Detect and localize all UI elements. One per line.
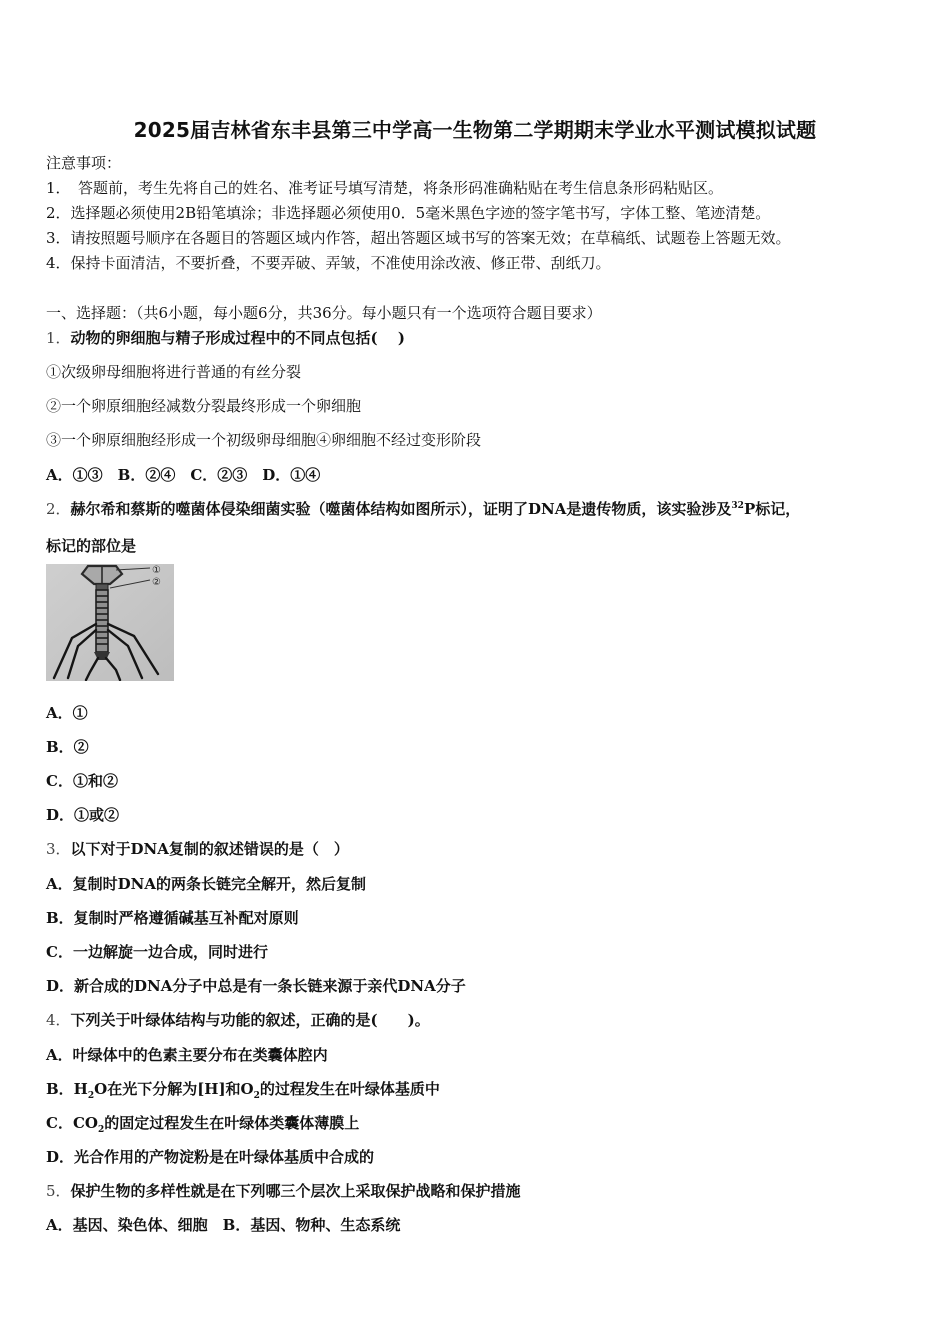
option-text: O在光下分解为[H]和O xyxy=(94,1080,254,1098)
option-text: C．CO xyxy=(46,1114,98,1132)
q3-option-b: B．复制时严格遵循碱基互补配对原则 xyxy=(46,909,299,927)
q1-statement-1: ①次级卵母细胞将进行普通的有丝分裂 xyxy=(46,363,302,381)
question-stem-part1: 赫尔希和蔡斯的噬菌体侵染细菌实验（噬菌体结构如图所示），证明了DNA是遗传物质，该实验涉及 xyxy=(70,500,732,518)
question-2 xyxy=(46,498,800,519)
question-2-continued: 标记的部位是 xyxy=(46,537,137,555)
subscript: 2 xyxy=(253,1091,260,1101)
q2-option-c: C．①和② xyxy=(46,772,118,790)
figure-label-2: ② xyxy=(152,577,161,588)
exam-title: 2025届吉林省东丰县第三中学高一生物第二学期期末学业水平测试模拟试题 xyxy=(133,118,817,142)
notice-item-2: 2．选择题必须使用2B铅笔填涂；非选择题必须使用0．5毫米黑色字迹的签字笔书写，字体工整、笔迹清楚。 xyxy=(46,204,771,222)
q2-option-d: D．①或② xyxy=(46,806,120,824)
section-heading: 一、选择题：（共6小题，每小题6分，共36分。每小题只有一个选项符合题目要求） xyxy=(46,304,602,322)
question-1 xyxy=(46,327,405,348)
q1-statement-3: ③一个卵原细胞经形成一个初级卵母细胞④卵细胞不经过变形阶段 xyxy=(46,431,482,449)
question-stem: 以下对于DNA复制的叙述错误的是（ ） xyxy=(70,840,349,858)
q1-statement-2: ②一个卵原细胞经减数分裂最终形成一个卵细胞 xyxy=(46,397,362,415)
question-4 xyxy=(46,1009,430,1030)
q4-option-d: D．光合作用的产物淀粉是在叶绿体基质中合成的 xyxy=(46,1148,375,1166)
q4-option-a: A．叶绿体中的色素主要分布在类囊体腔内 xyxy=(46,1046,328,1064)
option-text: B．H xyxy=(46,1080,88,1098)
notice-item-3: 3．请按照题号顺序在各题目的答题区域内作答，超出答题区域书写的答案无效；在草稿纸、试题卷上答题无效。 xyxy=(46,229,791,247)
q3-option-c: C．一边解旋一边合成，同时进行 xyxy=(46,943,268,961)
question-stem: 下列关于叶绿体结构与功能的叙述，正确的是( )。 xyxy=(70,1011,430,1029)
notice-heading: 注意事项： xyxy=(46,154,122,172)
question-stem: 动物的卵细胞与精子形成过程中的不同点包括( ) xyxy=(70,329,405,347)
q3-option-d: D．新合成的DNA分子中总是有一条长链来源于亲代DNA分子 xyxy=(46,977,466,995)
question-number: 5． xyxy=(46,1182,71,1200)
question-stem: 保护生物的多样性就是在下列哪三个层次上采取保护战略和保护措施 xyxy=(70,1182,521,1200)
question-number: 2． xyxy=(46,500,71,518)
question-5 xyxy=(46,1180,521,1201)
q1-options: A．①③ B．②④ C．②③ D．①④ xyxy=(46,466,321,484)
phage-structure-figure xyxy=(46,564,174,681)
question-number: 4． xyxy=(46,1011,71,1029)
question-3 xyxy=(46,838,349,859)
subscript: 2 xyxy=(97,1125,105,1135)
question-number: 3． xyxy=(46,840,71,858)
subscript: 2 xyxy=(87,1091,95,1101)
question-number: 1． xyxy=(46,329,71,347)
notice-item-1: 1． 答题前，考生先将自己的姓名、准考证号填写清楚，将条形码准确粘贴在考生信息条形码粘贴区。 xyxy=(46,179,724,197)
q4-option-b xyxy=(46,1078,440,1101)
option-text: 的过程发生在叶绿体基质中 xyxy=(259,1080,440,1098)
q5-options: A．基因、染色体、细胞 B．基因、物种、生态系统 xyxy=(46,1216,401,1234)
option-text: 的固定过程发生在叶绿体类囊体薄膜上 xyxy=(104,1114,360,1132)
q4-option-c xyxy=(46,1112,359,1135)
q2-option-b: B．② xyxy=(46,738,89,756)
q2-option-a: A．① xyxy=(46,704,88,722)
superscript: 32 xyxy=(731,501,744,511)
notice-item-4: 4．保持卡面清洁，不要折叠，不要弄破、弄皱，不准使用涂改液、修正带、刮纸刀。 xyxy=(46,254,611,272)
figure-label-1: ① xyxy=(152,565,161,576)
q3-option-a: A．复制时DNA的两条长链完全解开，然后复制 xyxy=(46,875,366,893)
question-stem-part2: P标记， xyxy=(743,500,801,518)
